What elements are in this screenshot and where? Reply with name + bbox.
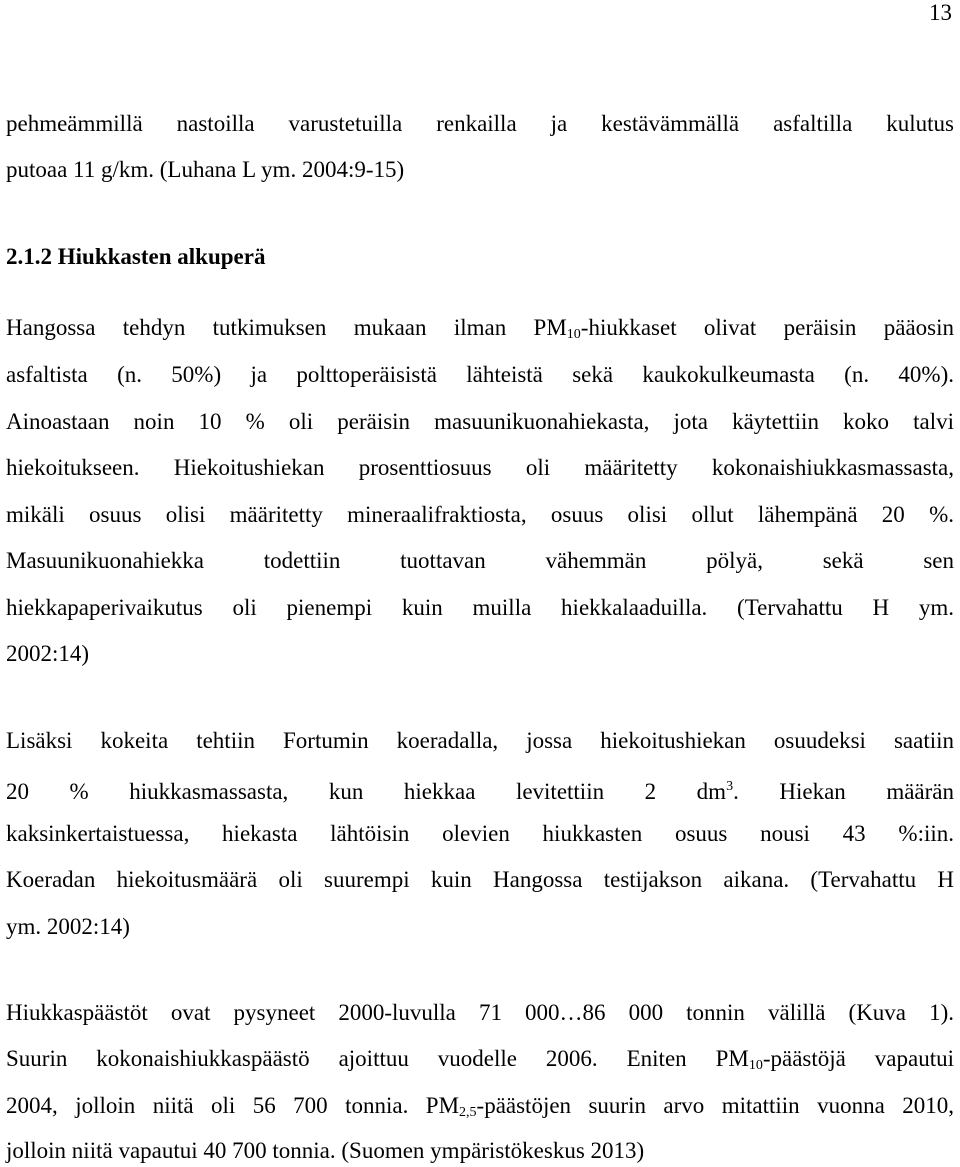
text-line: 2002:14)	[6, 641, 90, 666]
page-number: 13	[929, 0, 952, 25]
text-line: hiekkapaperivaikutus oli pienempi kuin muilla hiekkalaaduilla. (Tervahattu H ym.	[6, 595, 954, 620]
text-line: pehmeämmillä nastoilla varustetuilla renkailla ja kestävämmällä asfaltilla kulutus	[6, 111, 954, 136]
section-heading: 2.1.2 Hiukkasten alkuperä	[6, 244, 266, 269]
text-line: Hiukkaspäästöt ovat pysyneet 2000-luvulla 71 000…86 000 tonnin välillä (Kuva 1).	[6, 1000, 954, 1025]
subscript: 10	[748, 1058, 763, 1073]
text-line: hiekoitukseen. Hiekoitushiekan prosenttiosuus oli määritetty kokonaishiukkasmassasta,	[6, 455, 954, 480]
text-line: mikäli osuus olisi määritetty mineraalifraktiosta, osuus olisi ollut lähempänä 20 %.	[6, 502, 954, 527]
text-line: Ainoastaan noin 10 % oli peräisin masuunikuonahiekasta, jota käytettiin koko talvi	[6, 409, 954, 434]
text-line: Masuunikuonahiekka todettiin tuottavan vähemmän pölyä, sekä sen	[6, 548, 954, 573]
text-span: Hangossa tehdyn tutkimuksen mukaan ilman PM	[6, 315, 567, 340]
text-span: 2004, jolloin niitä oli 56 700 tonnia. PM	[6, 1093, 460, 1118]
text-line	[6, 1044, 954, 1074]
text-span: -hiukkaset olivat peräisin pääosin	[580, 315, 954, 340]
text-line: kaksinkertaistuessa, hiekasta lähtöisin olevien hiukkasten osuus nousi 43 %:iin.	[6, 821, 954, 846]
subscript: 10	[566, 327, 581, 342]
superscript: 3	[726, 779, 734, 794]
text-line	[6, 772, 954, 802]
text-line: Koeradan hiekoitusmäärä oli suurempi kuin Hangossa testijakson aikana. (Tervahattu H	[6, 867, 954, 892]
text-line: jolloin niitä vapautui 40 700 tonnia. (Suomen ympäristökeskus 2013)	[6, 1138, 645, 1163]
text-line	[6, 313, 954, 343]
text-span: Suurin kokonaishiukkaspäästö ajoittuu vuodelle 2006. Eniten PM	[6, 1046, 749, 1071]
text-span: 20 % hiukkasmassasta, kun hiekkaa levitettiin 2 dm	[6, 779, 727, 804]
text-line: Lisäksi kokeita tehtiin Fortumin koeradalla, jossa hiekoitushiekan osuudeksi saatiin	[6, 728, 954, 753]
text-line: ym. 2002:14)	[6, 914, 130, 939]
text-span: -päästöjen suurin arvo mitattiin vuonna 2010,	[476, 1093, 955, 1118]
text-span: -päästöjä vapautui	[762, 1046, 954, 1071]
text-span: . Hiekan määrän	[733, 779, 954, 804]
subscript: 2,5	[459, 1105, 477, 1120]
text-line	[6, 1091, 954, 1121]
text-line: asfaltista (n. 50%) ja polttoperäisistä lähteistä sekä kaukokulkeumasta (n. 40%).	[6, 362, 954, 387]
text-line: putoaa 11 g/km. (Luhana L ym. 2004:9-15)	[6, 157, 405, 182]
